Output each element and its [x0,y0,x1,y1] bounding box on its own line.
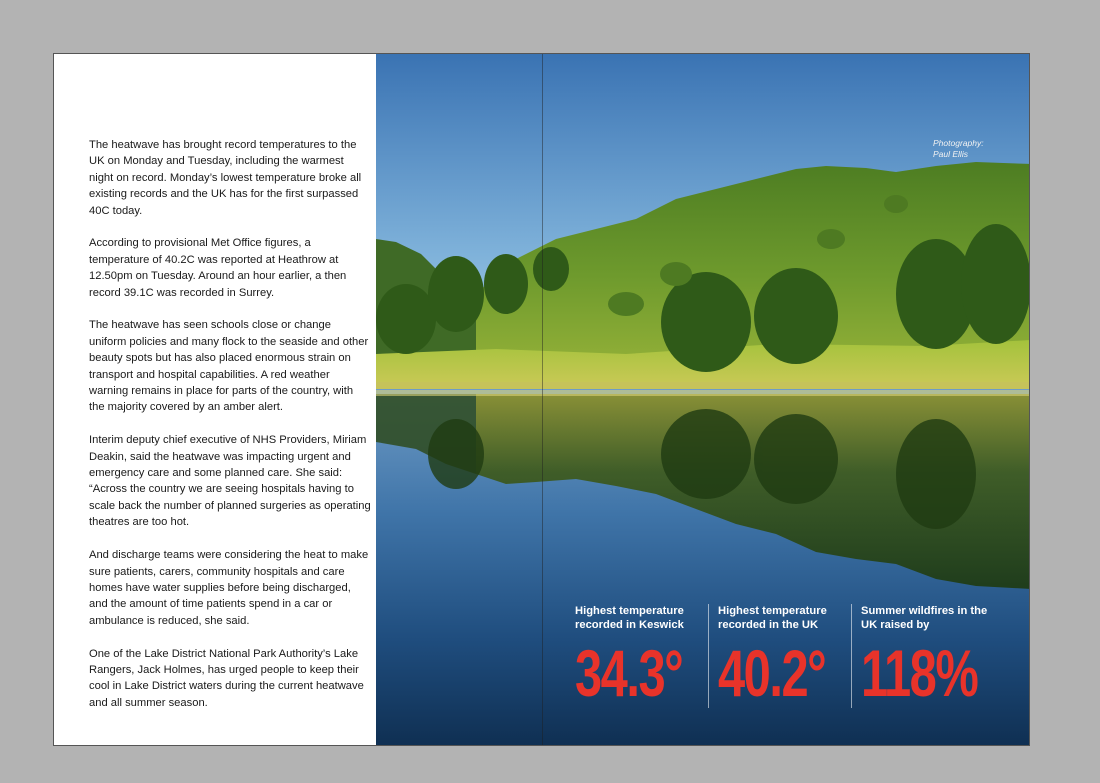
left-page [54,54,376,745]
stat-label-line: recorded in the UK [718,619,819,631]
photo-credit [933,138,984,160]
stat-label [718,604,858,632]
stat-label-line: Summer wildfires in the [861,605,988,617]
stat-keswick-temperature [575,604,715,708]
stat-divider [851,604,852,708]
article-body [89,137,371,728]
article-paragraph: Interim deputy chief executive of NHS Providers, Miriam Deakin, said the heatwave was impacting urgent and emergency care and some planned care. She said: “Across the country we are seeing hospitals having to scale back the number of planned surgeries as operating theatres are too hot. [89,434,371,529]
stat-value: 34.3° [575,636,683,710]
stat-value: 40.2° [718,636,826,710]
magazine-spread [53,53,1030,746]
page-gutter [542,54,543,745]
stat-label [575,604,715,632]
article-paragraph: And discharge teams were considering the heat to make sure patients, carers, community hospitals and care homes have water supplies before being discharged, and the amount of time patients spend in a car or ambulance is reduced, she said. [89,549,369,627]
stat-label-line: Highest temperature [718,605,827,617]
stat-label-line: UK raised by [861,619,930,631]
article-paragraph: The heatwave has seen schools close or change uniform policies and many flock to the seaside and other beauty spots but has also placed enormous strain on transport and hospital capabilities. A red weather warning remains in place for parts of the country, with the majority covered by an amber alert. [89,319,369,414]
stat-label-line: Highest temperature [575,605,684,617]
stat-value: 118% [861,636,978,710]
article-paragraph: According to provisional Met Office figures, a temperature of 40.2C was reported at Heathrow at 12.50pm on Tuesday. Around an hour earlier, a then record 39.1C was recorded in Surrey. [89,237,347,299]
article-paragraph: One of the Lake District National Park Authority’s Lake Rangers, Jack Holmes, has urged people to keep their cool in Lake District waters during the current heatwave and all summer season. [89,647,364,709]
stat-label [861,604,1001,632]
photo-credit-label: Photography: [933,138,984,148]
stat-divider [708,604,709,708]
article-paragraph: The heatwave has brought record temperatures to the UK on Monday and Tuesday, including the warmest night on record. Monday’s lowest temperature broke all existing records and the UK has for the first surpassed 40C today. [89,139,362,217]
stat-label-line: recorded in Keswick [575,619,684,631]
stat-uk-temperature [718,604,858,708]
photo-credit-name: Paul Ellis [933,149,968,159]
stat-wildfires [861,604,1001,708]
